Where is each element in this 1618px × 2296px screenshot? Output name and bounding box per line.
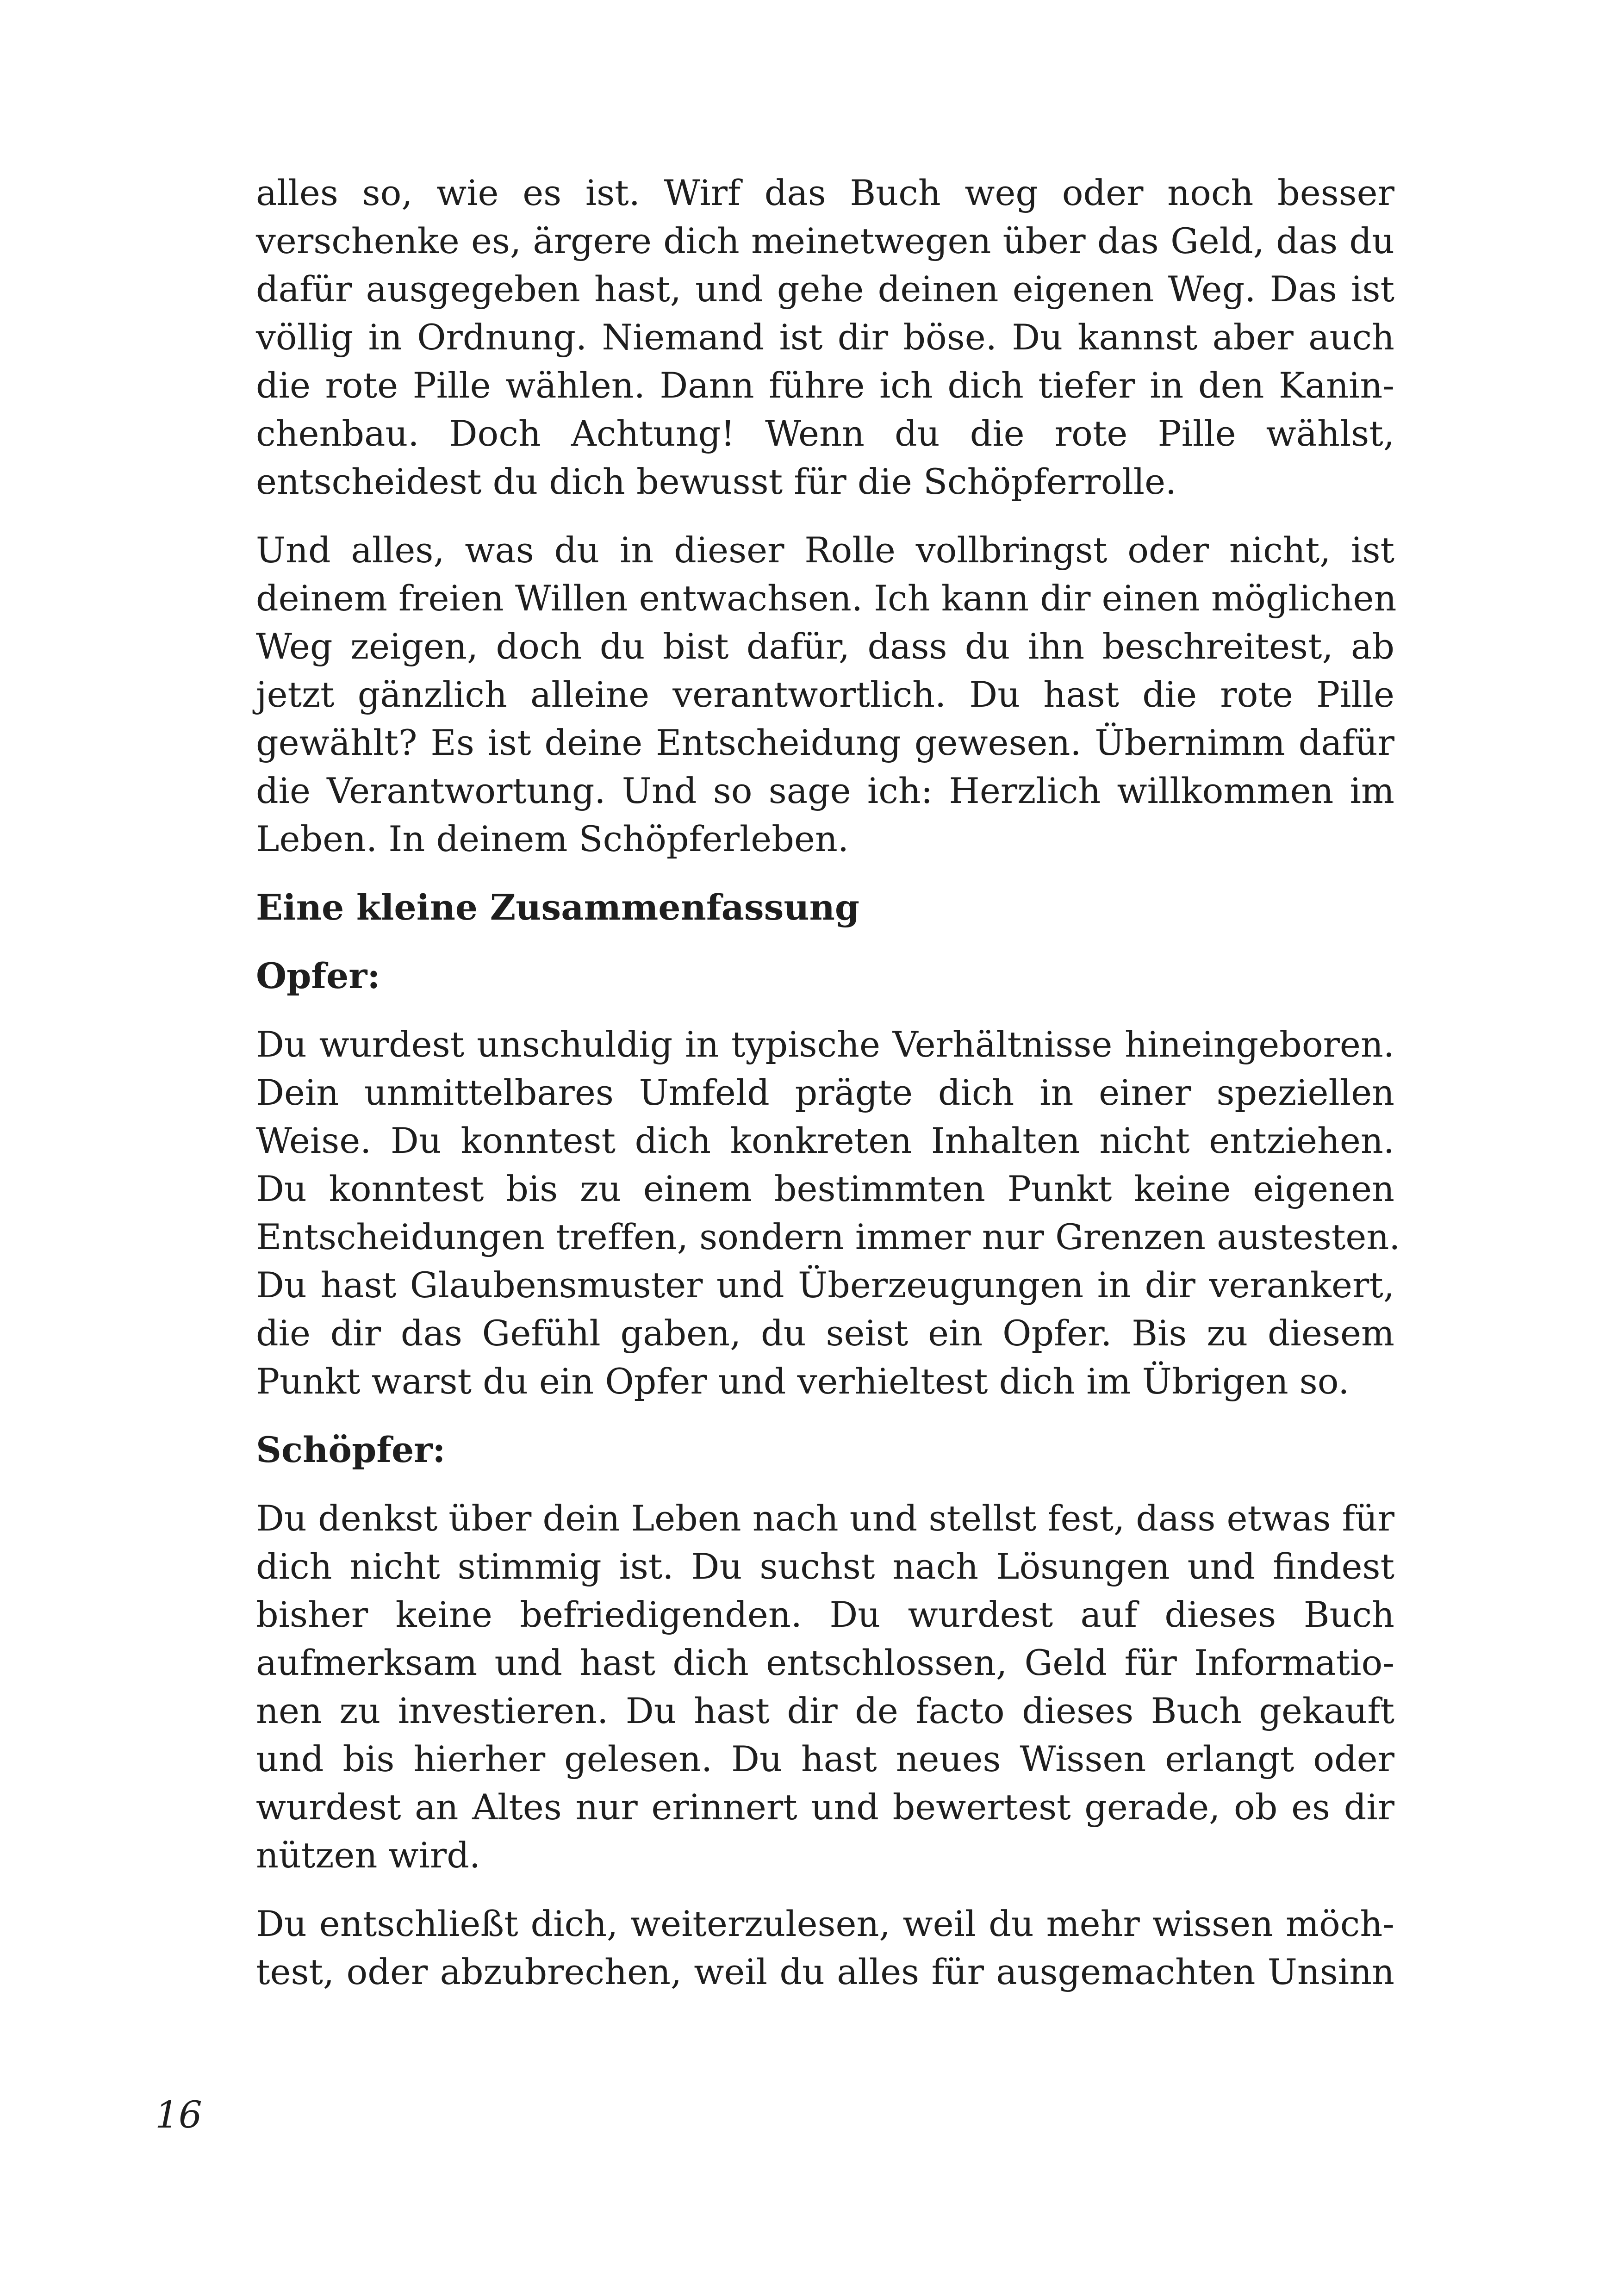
text-line: Du konntest bis zu einem bestimmten Punkt keine eigenen <box>256 1168 1394 1209</box>
text-line: Du denkst über dein Leben nach und stellst fest, dass etwas für <box>256 1498 1394 1539</box>
text-line: nen zu investieren. Du hast dir de facto dieses Buch gekauft <box>256 1690 1394 1731</box>
text-line: alles so, wie es ist. Wirf das Buch weg oder noch besser <box>256 172 1394 213</box>
section-heading-victim: Opfer: <box>256 955 380 996</box>
paragraph-2 <box>256 526 1397 863</box>
text-line: Weise. Du konntest dich konkreten Inhalten nicht entziehen. <box>256 1120 1394 1161</box>
text-line: verschenke es, ärgere dich meinetwegen über das Geld, das du <box>256 220 1394 261</box>
text-line: jetzt gänzlich alleine verantwortlich. Du hast die rote Pille <box>256 674 1394 715</box>
text-line: wurdest an Altes nur erinnert und bewertest gerade, ob es dir <box>256 1786 1394 1828</box>
paragraph-4 <box>256 1494 1394 1879</box>
text-line: Leben. In deinem Schöpferleben. <box>256 818 849 859</box>
body-text <box>256 169 1400 2016</box>
text-line: Entscheidungen treffen, sondern immer nur Grenzen austesten. <box>256 1216 1400 1257</box>
text-line: Du hast Glaubensmuster und Überzeugungen in dir verankert, <box>256 1264 1394 1306</box>
text-line: test, oder abzubrechen, weil du alles für ausgemachten Unsinn <box>256 1951 1394 1992</box>
text-line: gewählt? Es ist deine Entscheidung gewesen. Übernimm dafür <box>256 722 1394 763</box>
section-heading-creator: Schöpfer: <box>256 1429 446 1470</box>
text-line: völlig in Ordnung. Niemand ist dir böse. Du kannst aber auch <box>256 317 1394 358</box>
text-line: Du entschließt dich, weiterzulesen, weil du mehr wissen möch- <box>256 1903 1394 1944</box>
paragraph-5 <box>256 1900 1394 1996</box>
text-line: dich nicht stimmig ist. Du suchst nach Lösungen und findest <box>256 1546 1394 1587</box>
text-line: nützen wird. <box>256 1835 481 1876</box>
text-line: bisher keine befriedigenden. Du wurdest auf dieses Buch <box>256 1594 1394 1635</box>
text-line: die rote Pille wählen. Dann führe ich dich tiefer in den Kanin- <box>256 365 1394 406</box>
paragraph-3 <box>256 1020 1400 1406</box>
text-line: dafür ausgegeben hast, und gehe deinen eigenen Weg. Das ist <box>256 268 1394 310</box>
text-line: Weg zeigen, doch du bist dafür, dass du ihn beschreitest, ab <box>256 626 1394 667</box>
paragraph-1 <box>256 169 1394 506</box>
page-number: 16 <box>155 2093 202 2136</box>
text-line: die dir das Gefühl gaben, du seist ein Opfer. Bis zu diesem <box>256 1313 1394 1354</box>
text-line: Dein unmittelbares Umfeld prägte dich in einer speziellen <box>256 1072 1394 1113</box>
section-heading-summary: Eine kleine Zusammenfassung <box>256 887 860 928</box>
text-line: deinem freien Willen entwachsen. Ich kann dir einen möglichen <box>256 578 1397 619</box>
text-line: Punkt warst du ein Opfer und verhieltest dich im Übrigen so. <box>256 1361 1350 1402</box>
text-line: aufmerksam und hast dich entschlossen, Geld für Informatio- <box>256 1642 1394 1683</box>
text-line: Du wurdest unschuldig in typische Verhältnisse hineingeboren. <box>256 1024 1394 1065</box>
text-line: entscheidest du dich bewusst für die Schöpferrolle. <box>256 461 1177 502</box>
text-line: chenbau. Doch Achtung! Wenn du die rote Pille wählst, <box>256 413 1394 454</box>
text-line: die Verantwortung. Und so sage ich: Herzlich willkommen im <box>256 770 1394 811</box>
text-line: und bis hierher gelesen. Du hast neues Wissen erlangt oder <box>256 1738 1394 1780</box>
text-line: Und alles, was du in dieser Rolle vollbringst oder nicht, ist <box>256 529 1394 571</box>
